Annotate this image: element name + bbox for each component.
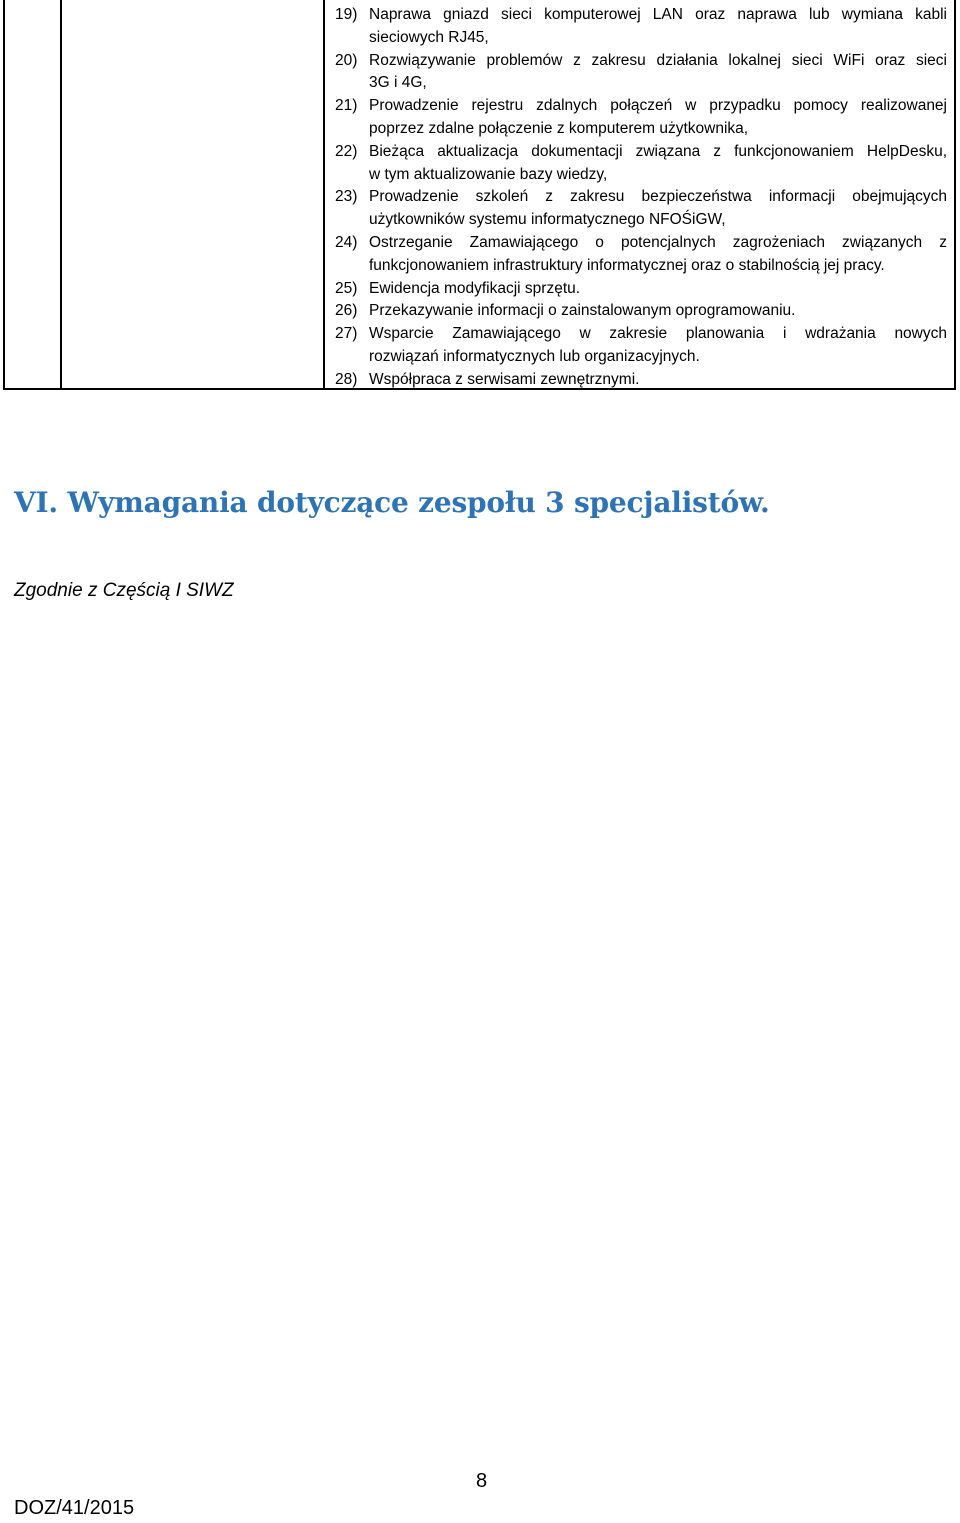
list-item xyxy=(335,323,947,346)
list-item-continuation xyxy=(335,27,947,50)
list-item-number: 23) xyxy=(335,188,358,206)
list-item-text: poprzez zdalne połączenie z komputerem użytkownika, xyxy=(369,119,749,137)
task-list xyxy=(335,4,947,392)
list-item xyxy=(335,300,947,323)
list-item xyxy=(335,141,947,164)
list-item-text: Ewidencja modyfikacji sprzętu. xyxy=(369,279,581,297)
section-note: Zgodnie z Częścią I SIWZ xyxy=(14,580,234,601)
table-column-divider xyxy=(323,0,325,388)
list-item-text: Prowadzenie szkoleń z zakresu bezpieczeństwa informacji obejmujących xyxy=(369,188,947,206)
table-column-divider xyxy=(60,0,62,388)
list-item-text: w tym aktualizowanie bazy wiedzy, xyxy=(369,165,608,183)
list-item-text: użytkowników systemu informatycznego NFOŚiGW, xyxy=(369,211,726,229)
list-item-number: 26) xyxy=(335,302,358,320)
list-item-number xyxy=(335,164,369,187)
list-item-continuation xyxy=(335,72,947,95)
list-item-text: Przekazywanie informacji o zainstalowanym oprogramowaniu. xyxy=(369,302,796,320)
list-item-number xyxy=(335,27,369,50)
list-item xyxy=(335,232,947,255)
list-item-number: 21) xyxy=(335,97,358,115)
list-item-continuation xyxy=(335,346,947,369)
list-item-number xyxy=(335,255,369,278)
list-item-continuation xyxy=(335,209,947,232)
list-item-number xyxy=(335,72,369,95)
list-item xyxy=(335,278,947,301)
page-number: 8 xyxy=(476,1470,488,1492)
list-item xyxy=(335,4,947,27)
list-item-continuation xyxy=(335,118,947,141)
list-item-number: 22) xyxy=(335,142,358,160)
list-item-number xyxy=(335,346,369,369)
list-item-continuation xyxy=(335,255,947,278)
list-item-text: Wsparcie Zamawiającego w zakresie planowania i wdrażania nowych xyxy=(369,325,947,343)
document-code: DOZ/41/2015 xyxy=(14,1497,135,1519)
list-item-number: 19) xyxy=(335,6,358,23)
list-item-text: 3G i 4G, xyxy=(369,74,427,92)
list-item-number: 20) xyxy=(335,51,358,69)
list-item-number: 25) xyxy=(335,279,358,297)
list-item-number: 27) xyxy=(335,325,358,343)
list-item-text: Naprawa gniazd sieci komputerowej LAN oraz naprawa lub wymiana kabli xyxy=(369,6,947,23)
list-item xyxy=(335,95,947,118)
list-item xyxy=(335,186,947,209)
list-item xyxy=(335,369,947,392)
section-title: VI. Wymagania dotyczące zespołu 3 specjalistów. xyxy=(14,486,770,519)
list-item-number xyxy=(335,118,369,141)
list-item-text: Bieżąca aktualizacja dokumentacji związana z funkcjonowaniem HelpDesku, xyxy=(369,142,947,160)
requirements-table xyxy=(3,0,956,390)
list-item xyxy=(335,50,947,73)
list-item-text: Rozwiązywanie problemów z zakresu działania lokalnej sieci WiFi oraz sieci xyxy=(369,51,947,69)
list-item-number: 28) xyxy=(335,370,358,388)
list-item-continuation xyxy=(335,164,947,187)
list-item-text: Współpraca z serwisami zewnętrznymi. xyxy=(369,370,640,388)
list-item-text: Prowadzenie rejestru zdalnych połączeń w przypadku pomocy realizowanej xyxy=(369,97,947,115)
list-item-text: rozwiązań informatycznych lub organizacyjnych. xyxy=(369,347,700,365)
list-item-text: Ostrzeganie Zamawiającego o potencjalnych zagrożeniach związanych z xyxy=(369,233,947,251)
list-item-text: sieciowych RJ45, xyxy=(369,28,489,46)
list-item-number: 24) xyxy=(335,233,358,251)
list-item-number xyxy=(335,209,369,232)
list-item-text: funkcjonowaniem infrastruktury informatycznej oraz o stabilnością jej pracy. xyxy=(369,256,885,274)
